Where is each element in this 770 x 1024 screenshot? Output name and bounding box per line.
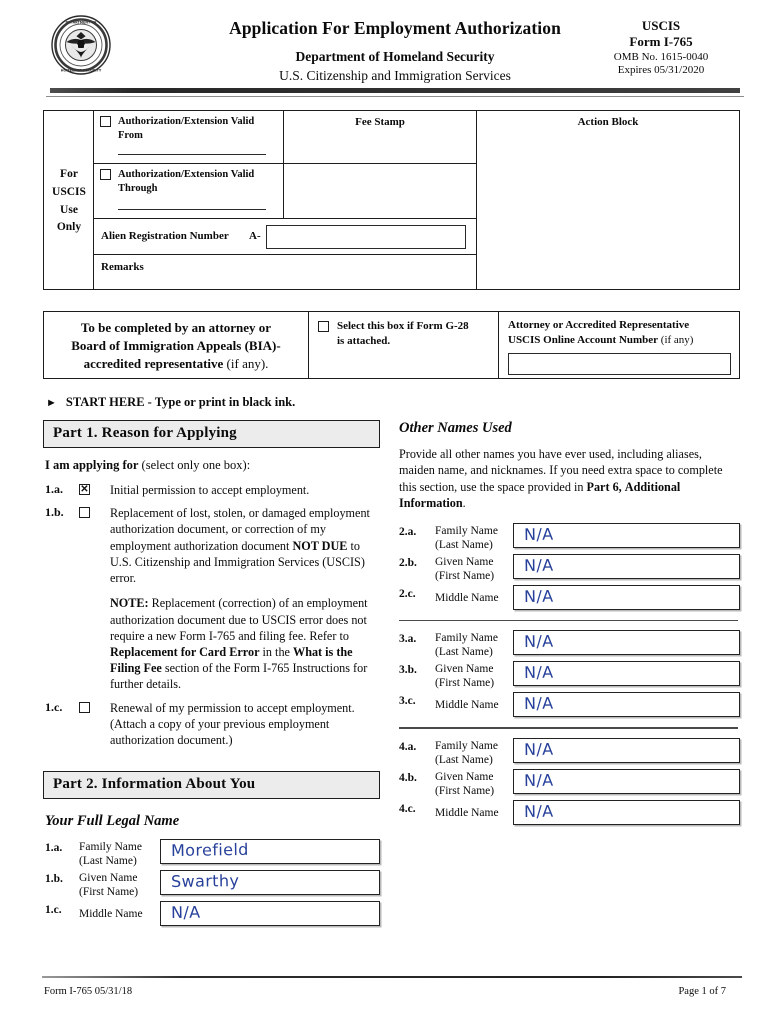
valid-through-writeline[interactable] [118, 209, 266, 210]
other-name-4c-input[interactable] [513, 800, 740, 825]
field-2b-label-line1: Given Name [435, 555, 494, 568]
field-2a-label [435, 524, 498, 552]
given-name-input[interactable] [160, 870, 380, 895]
header-rule-thin [46, 96, 744, 97]
other-name-2c-input[interactable] [513, 585, 740, 610]
header-rule-thick [50, 88, 740, 93]
left-column [43, 420, 380, 932]
other-name-2b-value: N/A [523, 555, 554, 575]
other-name-3c-value: N/A [523, 694, 554, 714]
opt1b-post: to U.S. Citizenship and Immigration Services (USCIS) error. [110, 538, 365, 586]
field-3b-label-line1: Given Name [435, 663, 494, 676]
page-header [40, 8, 740, 94]
attorney-title-line1: To be completed by an attorney or [80, 320, 272, 335]
field-3a-label-line2: (Last Name) [435, 646, 493, 659]
action-block-cell [476, 111, 739, 289]
part1-option-1a-number: 1.a. [45, 482, 63, 496]
action-block-header: Action Block [577, 116, 639, 128]
remarks-row [94, 255, 476, 291]
field-4a-number: 4.a. [399, 741, 417, 754]
field-4a-label-line2: (Last Name) [435, 754, 493, 767]
triangle-right-icon: ► [46, 397, 57, 409]
field-3b-number: 3.b. [399, 664, 417, 677]
field-1c-label [79, 907, 143, 921]
note-post: section of the Form I-765 Instructions for further details. [110, 661, 368, 692]
field-row-1c [43, 901, 380, 929]
other-name-4a-value: N/A [523, 739, 554, 760]
other-name-3c-input[interactable] [513, 692, 740, 717]
part1-option-1b[interactable] [43, 505, 380, 692]
part1-lead-bold: I am applying for [45, 458, 139, 472]
part1-option-1b-number: 1.b. [45, 505, 64, 520]
field-1a-number: 1.a. [45, 842, 63, 855]
field-row-3c [397, 692, 740, 720]
field-2a-label-line2: (Last Name) [435, 538, 493, 551]
header-title-block [180, 18, 610, 84]
part1-option-1c-checkbox[interactable] [79, 702, 90, 713]
attorney-title-line2: Board of Immigration Appeals (BIA)- [71, 337, 281, 353]
expiration-date: Expires 05/31/2020 [617, 64, 705, 77]
other-name-2a-input[interactable] [513, 523, 740, 548]
valid-through-cell [94, 164, 284, 218]
header-subtitle-uscis: U.S. Citizenship and Immigration Services [279, 68, 511, 84]
field-row-2c [397, 585, 740, 613]
family-name-value: Morefield [170, 840, 249, 861]
alien-registration-prefix: A- [249, 230, 261, 242]
field-4b-number: 4.b. [399, 772, 417, 785]
alien-registration-row [94, 219, 476, 255]
field-1a-label [79, 840, 142, 868]
field-1a-label-line1: Family Name [79, 841, 142, 854]
right-column [397, 420, 740, 831]
field-1c-label-line1: Middle Name [79, 908, 143, 921]
note-label: NOTE: [110, 596, 149, 611]
part1-option-1a-text: Initial permission to accept employment. [110, 483, 310, 497]
uscis-use-only-box [43, 110, 740, 290]
field-1b-label-line2: (First Name) [79, 886, 139, 899]
field-4b-label-line2: (First Name) [435, 785, 495, 798]
other-name-3b-input[interactable] [513, 661, 740, 686]
middle-name-input[interactable] [160, 901, 380, 926]
omb-number: OMB No. 1615-0040 [613, 50, 709, 63]
part1-band: Part 1. Reason for Applying [43, 420, 380, 448]
field-2c-label-line1: Middle Name [435, 591, 499, 604]
field-3a-number: 3.a. [399, 633, 417, 646]
field-3c-label-line1: Middle Name [435, 699, 499, 712]
online-account-line2-reg: (if any) [658, 333, 694, 346]
field-4a-label-line1: Family Name [435, 740, 498, 753]
field-2c-number: 2.c. [399, 587, 416, 600]
field-row-3b [397, 661, 740, 689]
field-1b-number: 1.b. [45, 873, 63, 886]
field-4c-label [435, 806, 499, 820]
other-names-header: Other Names Used [399, 420, 512, 436]
other-name-2c-value: N/A [523, 586, 554, 606]
attorney-online-account-input[interactable] [508, 353, 731, 375]
field-3b-label-line2: (First Name) [435, 677, 495, 690]
start-here-instruction [46, 395, 295, 410]
alien-registration-input[interactable] [266, 225, 466, 249]
form-number: Form I-765 [629, 34, 693, 50]
footer-form-id: Form I-765 05/31/18 [44, 986, 133, 997]
opt1b-pre: Replacement of lost, stolen, or damaged employment authorization document, or correction of my employment authorization document [110, 506, 370, 553]
alien-registration-label: Alien Registration Number [101, 230, 229, 242]
uscis-use-only-label-column [44, 111, 94, 289]
field-3c-label [435, 698, 499, 712]
field-4b-label-line1: Given Name [435, 771, 494, 784]
field-2a-label-line1: Family Name [435, 524, 498, 537]
field-row-4b [397, 769, 740, 797]
other-name-4a-input[interactable] [513, 738, 740, 763]
field-1c-number: 1.c. [45, 904, 62, 917]
field-2b-number: 2.b. [399, 556, 417, 569]
attorney-title-line3-reg: (if any). [223, 355, 269, 371]
valid-through-checkbox[interactable] [100, 169, 111, 180]
field-2b-label-line2: (First Name) [435, 569, 495, 582]
part2-band: Part 2. Information About You [43, 771, 380, 799]
field-1b-label [79, 871, 138, 899]
family-name-input[interactable] [160, 839, 380, 864]
valid-from-row [94, 111, 476, 164]
field-4b-label [435, 770, 494, 798]
field-1a-label-line2: (Last Name) [79, 855, 137, 868]
note-bold-filing-fee: What is the Filing Fee [110, 644, 353, 676]
other-name-2a-value: N/A [523, 524, 554, 544]
note-mid: in the [259, 644, 293, 659]
form-identity-block [586, 18, 736, 78]
given-name-value: Swarthy [170, 871, 240, 892]
note-pre: Replacement (correction) of an employment authorization document due to USCIS error does not require a new Form I-765 and filing fee. Refer to [110, 596, 368, 643]
opt1b-bold: NOT DUE [292, 538, 348, 553]
part1-lead [45, 458, 380, 473]
part1-option-1b-note [110, 595, 380, 692]
g28-checkbox-cell [309, 312, 499, 378]
attorney-online-account-cell [499, 312, 739, 378]
part1-option-1c-text: Renewal of my permission to accept employment. (Attach a copy of your previous employment authorization document.) [110, 700, 355, 748]
footer-page-number: Page 1 of 7 [678, 986, 726, 997]
fee-stamp-header: Fee Stamp [355, 116, 405, 128]
other-names-group-4 [397, 738, 740, 828]
uscis-use-only-label [44, 166, 94, 237]
field-row-4c [397, 800, 740, 828]
valid-from-label: Authorization/Extension Valid From [118, 116, 255, 141]
field-row-4a [397, 738, 740, 766]
label-line-uscis: USCIS [52, 185, 86, 198]
other-name-4c-value: N/A [523, 801, 554, 822]
valid-from-cell [94, 111, 284, 163]
other-name-2b-input[interactable] [513, 554, 740, 579]
middle-name-value: N/A [170, 902, 201, 923]
online-account-line2-bold: USCIS Online Account Number [508, 333, 659, 346]
remarks-label: Remarks [101, 261, 144, 273]
svg-text:DEPARTMENT OF: DEPARTMENT OF [65, 20, 97, 25]
valid-through-row [94, 164, 476, 219]
online-account-line1: Attorney or Accredited Representative [508, 319, 690, 331]
field-row-1a [43, 839, 380, 867]
valid-through-label: Authorization/Extension Valid Through [118, 169, 255, 194]
note-bold-card-error: Replacement for Card Error [110, 644, 260, 659]
field-2c-label [435, 591, 499, 605]
other-names-para-bold-addl: Additional Information [399, 479, 681, 511]
uscis-use-only-middle-column [94, 111, 476, 289]
label-line-only: Only [56, 221, 82, 234]
group-separator-1 [399, 620, 738, 622]
part1-option-1b-checkbox[interactable] [79, 507, 90, 518]
attorney-title-line3-bold: accredited representative [83, 355, 224, 371]
field-3b-label [435, 662, 494, 690]
other-names-para-bold-part6: Part 6, [586, 479, 622, 494]
part1-option-1a[interactable] [43, 482, 380, 498]
field-2b-label [435, 555, 494, 583]
other-names-group-3 [397, 630, 740, 720]
dhs-seal-icon [50, 14, 112, 76]
agency-name: USCIS [641, 18, 681, 33]
page-title: Application For Employment Authorization [229, 18, 561, 38]
other-names-para-post: . [462, 496, 466, 511]
other-name-3a-input[interactable] [513, 630, 740, 655]
svg-text:HOMELAND SECURITY: HOMELAND SECURITY [60, 68, 102, 73]
g28-label-line1: Select this box if Form G-28 [337, 320, 469, 332]
header-subtitle-dhs: Department of Homeland Security [295, 49, 495, 65]
valid-from-checkbox[interactable] [100, 116, 111, 127]
valid-from-writeline[interactable] [118, 154, 266, 155]
other-names-para-pre: Provide all other names you have ever used, including aliases, maiden name, and nicknames. If you need extra space to complete this section, use the space provided in [399, 447, 723, 494]
field-row-2b [397, 554, 740, 582]
part1-option-1c[interactable] [43, 700, 380, 749]
field-1b-label-line1: Given Name [79, 872, 138, 885]
attorney-title-line3 [50, 355, 302, 373]
attorney-title-cell [44, 312, 309, 378]
group-separator-2 [399, 727, 738, 729]
part1-option-1a-checkbox[interactable] [79, 484, 90, 495]
attorney-box [43, 311, 740, 379]
g28-label-line2: is attached. [337, 334, 391, 347]
field-3a-label [435, 631, 498, 659]
part1-option-1b-text [110, 505, 380, 586]
part1-option-1c-number: 1.c. [45, 699, 63, 714]
field-4a-label [435, 739, 498, 767]
field-4c-label-line1: Middle Name [435, 807, 499, 820]
other-name-4b-value: N/A [523, 770, 554, 791]
other-name-3b-value: N/A [523, 663, 554, 683]
other-names-paragraph [399, 446, 740, 512]
attorney-online-account-label [508, 318, 731, 348]
field-4c-number: 4.c. [399, 803, 416, 816]
g28-checkbox-label [337, 319, 492, 349]
full-legal-name-header: Your Full Legal Name [45, 813, 180, 830]
start-here-text: START HERE - Type or print in black ink. [65, 395, 296, 409]
g28-checkbox[interactable] [318, 321, 329, 332]
field-2a-number: 2.a. [399, 525, 417, 538]
label-line-for: For [60, 168, 78, 180]
other-names-group-2 [397, 523, 740, 613]
footer-rule [42, 976, 742, 978]
field-row-1b [43, 870, 380, 898]
field-row-3a [397, 630, 740, 658]
field-row-2a [397, 523, 740, 551]
other-name-3a-value: N/A [523, 632, 554, 652]
other-name-4b-input[interactable] [513, 769, 740, 794]
field-3a-label-line1: Family Name [435, 632, 498, 645]
label-line-use: Use [60, 203, 78, 216]
field-3c-number: 3.c. [399, 695, 416, 708]
part1-lead-reg: (select only one box): [138, 458, 251, 472]
